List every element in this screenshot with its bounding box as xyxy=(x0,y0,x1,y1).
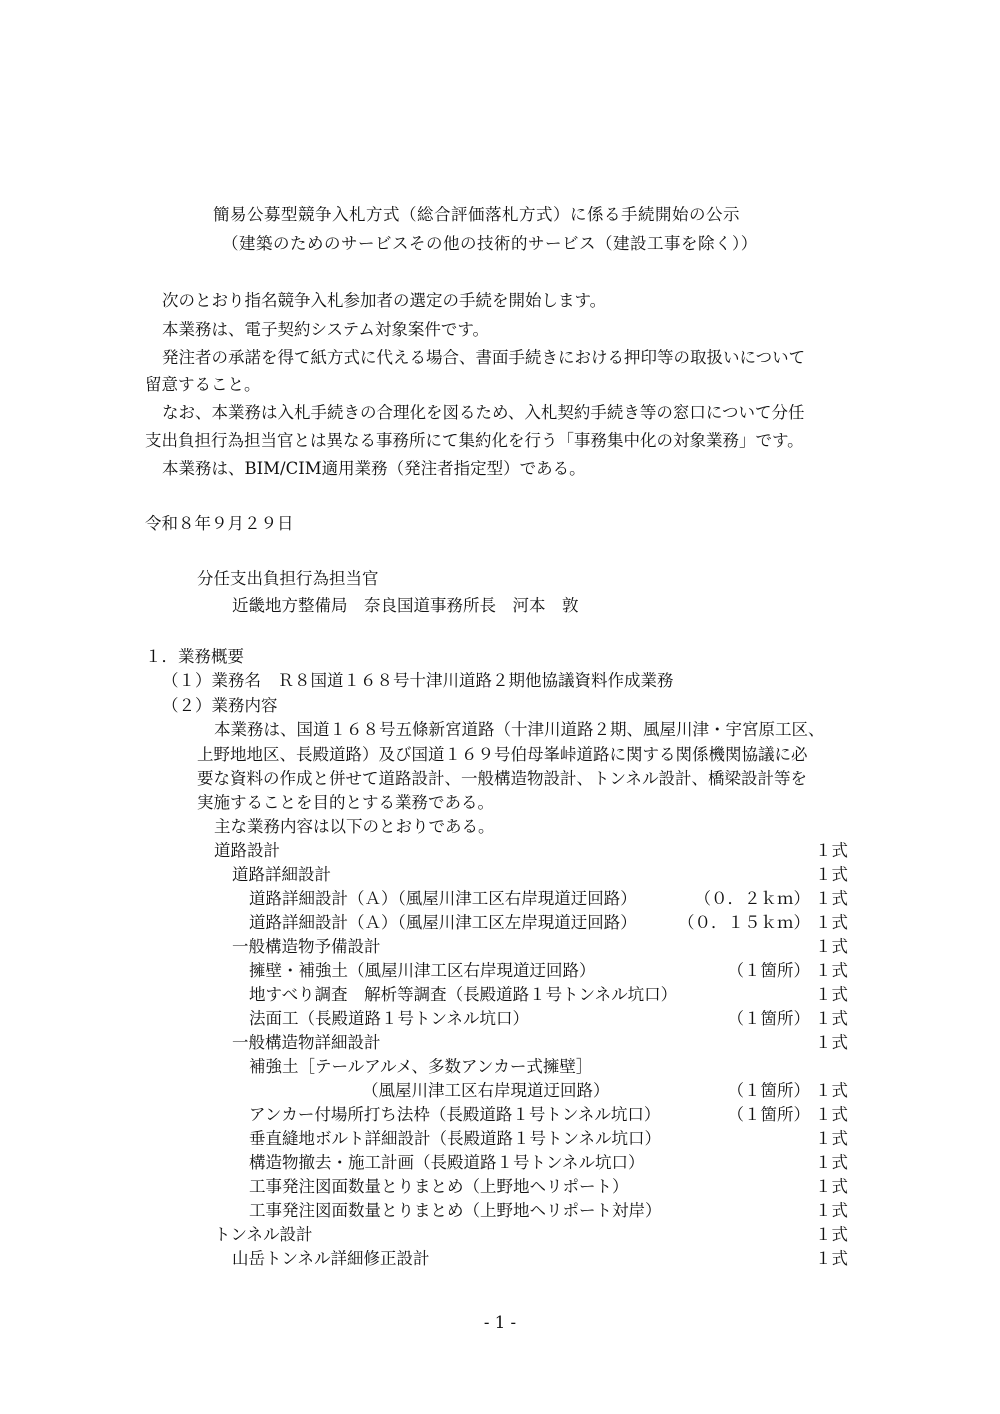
item-description: 垂直縫地ボルト詳細設計（長殿道路１号トンネル坑口） xyxy=(249,1129,662,1148)
page-number: - 1 - xyxy=(483,1313,517,1332)
item-quantity: （１箇所） xyxy=(727,961,810,980)
issuer-name: 近畿地方整備局 奈良国道事務所長 河本 敦 xyxy=(232,596,579,615)
list-item xyxy=(0,1175,1000,1199)
item-description: 道路設計 xyxy=(214,841,280,860)
work-content-line-5: 主な業務内容は以下のとおりである。 xyxy=(214,817,495,836)
item-unit: １式 xyxy=(815,1177,848,1196)
list-item xyxy=(0,1247,1000,1271)
item-description: 一般構造物予備設計 xyxy=(232,937,381,956)
list-item xyxy=(0,1151,1000,1175)
intro-paragraph-5: 本業務は、BIM/CIM適用業務（発注者指定型）である。 xyxy=(162,459,586,478)
list-item xyxy=(0,983,1000,1007)
work-content-line-1: 本業務は、国道１６８号五條新宮道路（十津川道路２期、風屋川津・宇宮原工区、 xyxy=(214,720,825,739)
item-unit: １式 xyxy=(815,1225,848,1244)
list-item xyxy=(0,1031,1000,1055)
item-quantity: （０．１５ｋｍ） xyxy=(678,913,810,932)
item-unit: １式 xyxy=(815,961,848,980)
list-item xyxy=(0,1103,1000,1127)
item-description: 道路詳細設計 xyxy=(232,865,331,884)
intro-paragraph-3-line-2: 留意すること。 xyxy=(145,375,261,394)
intro-paragraph-4-line-2: 支出負担行為担当官とは異なる事務所にて集約化を行う「事務集中化の対象業務」です。 xyxy=(145,431,804,450)
item-unit: １式 xyxy=(815,985,848,1004)
list-item xyxy=(0,1007,1000,1031)
intro-paragraph-2: 本業務は、電子契約システム対象案件です。 xyxy=(162,320,490,339)
item-unit: １式 xyxy=(815,937,848,956)
item-description: 工事発注図面数量とりまとめ（上野地ヘリポート） xyxy=(249,1177,629,1196)
item-unit: １式 xyxy=(815,1105,848,1124)
item-unit: １式 xyxy=(815,841,848,860)
item-unit: １式 xyxy=(815,1153,848,1172)
list-item xyxy=(0,887,1000,911)
item-unit: １式 xyxy=(815,865,848,884)
list-item xyxy=(0,959,1000,983)
work-name: （１）業務名 Ｒ８国道１６８号十津川道路２期他協議資料作成業務 xyxy=(162,671,674,690)
list-item xyxy=(0,1199,1000,1223)
item-description: 構造物撤去・施工計画（長殿道路１号トンネル坑口） xyxy=(249,1153,645,1172)
item-unit: １式 xyxy=(815,913,848,932)
item-quantity: （１箇所） xyxy=(727,1009,810,1028)
item-description: 道路詳細設計（Ａ）（風屋川津工区左岸現道迂回路） xyxy=(249,913,637,932)
list-item xyxy=(0,863,1000,887)
item-quantity: （０．２ｋｍ） xyxy=(694,889,810,908)
item-description: アンカー付場所打ち法枠（長殿道路１号トンネル坑口） xyxy=(249,1105,661,1124)
item-description: 擁壁・補強土（風屋川津工区右岸現道迂回路） xyxy=(249,961,596,980)
work-content-line-4: 実施することを目的とする業務である。 xyxy=(197,793,494,812)
item-quantity: （１箇所） xyxy=(727,1081,810,1100)
issuer-role: 分任支出負担行為担当官 xyxy=(197,569,379,588)
item-unit: １式 xyxy=(815,1081,848,1100)
item-unit: １式 xyxy=(815,1249,848,1268)
list-item xyxy=(0,1055,1000,1079)
item-description: 道路詳細設計（Ａ）（風屋川津工区右岸現道迂回路） xyxy=(249,889,637,908)
item-description: 山岳トンネル詳細修正設計 xyxy=(232,1249,430,1268)
work-content-line-2: 上野地地区、長殿道路）及び国道１６９号伯母峯峠道路に関する関係機関協議に必 xyxy=(197,745,808,764)
item-unit: １式 xyxy=(815,1201,848,1220)
work-content-line-3: 要な資料の作成と併せて道路設計、一般構造物設計、トンネル設計、橋梁設計等を xyxy=(197,769,808,788)
list-item xyxy=(0,935,1000,959)
item-description: 工事発注図面数量とりまとめ（上野地ヘリポート対岸） xyxy=(249,1201,662,1220)
item-description: 補強土［テールアルメ、多数アンカー式擁壁］ xyxy=(249,1057,593,1076)
item-description: 法面工（長殿道路１号トンネル坑口） xyxy=(249,1009,530,1028)
item-unit: １式 xyxy=(815,1129,848,1148)
list-item xyxy=(0,1223,1000,1247)
section-heading: １．業務概要 xyxy=(145,647,244,666)
work-content-heading: （２）業務内容 xyxy=(162,696,278,715)
list-item xyxy=(0,839,1000,863)
list-item xyxy=(0,1127,1000,1151)
list-item xyxy=(0,911,1000,935)
intro-paragraph-1: 次のとおり指名競争入札参加者の選定の手続を開始します。 xyxy=(162,291,607,310)
notice-date: 令和８年９月２９日 xyxy=(145,514,294,533)
item-unit: １式 xyxy=(815,1009,848,1028)
notice-subtitle: （建築のためのサービスその他の技術的サービス（建設工事を除く）） xyxy=(222,234,758,253)
item-unit: １式 xyxy=(815,889,848,908)
item-description: （風屋川津工区右岸現道迂回路） xyxy=(362,1081,610,1100)
item-quantity: （１箇所） xyxy=(727,1105,810,1124)
item-unit: １式 xyxy=(815,1033,848,1052)
intro-paragraph-4-line-1: なお、本業務は入札手続きの合理化を図るため、入札契約手続き等の窓口について分任 xyxy=(162,403,805,422)
item-description: トンネル設計 xyxy=(214,1225,313,1244)
intro-paragraph-3-line-1: 発注者の承諾を得て紙方式に代える場合、書面手続きにおける押印等の取扱いについて xyxy=(162,348,806,367)
item-description: 地すべり調査 解析等調査（長殿道路１号トンネル坑口） xyxy=(249,985,678,1004)
notice-title: 簡易公募型競争入札方式（総合評価落札方式）に係る手続開始の公示 xyxy=(213,205,740,224)
item-description: 一般構造物詳細設計 xyxy=(232,1033,381,1052)
list-item xyxy=(0,1079,1000,1103)
